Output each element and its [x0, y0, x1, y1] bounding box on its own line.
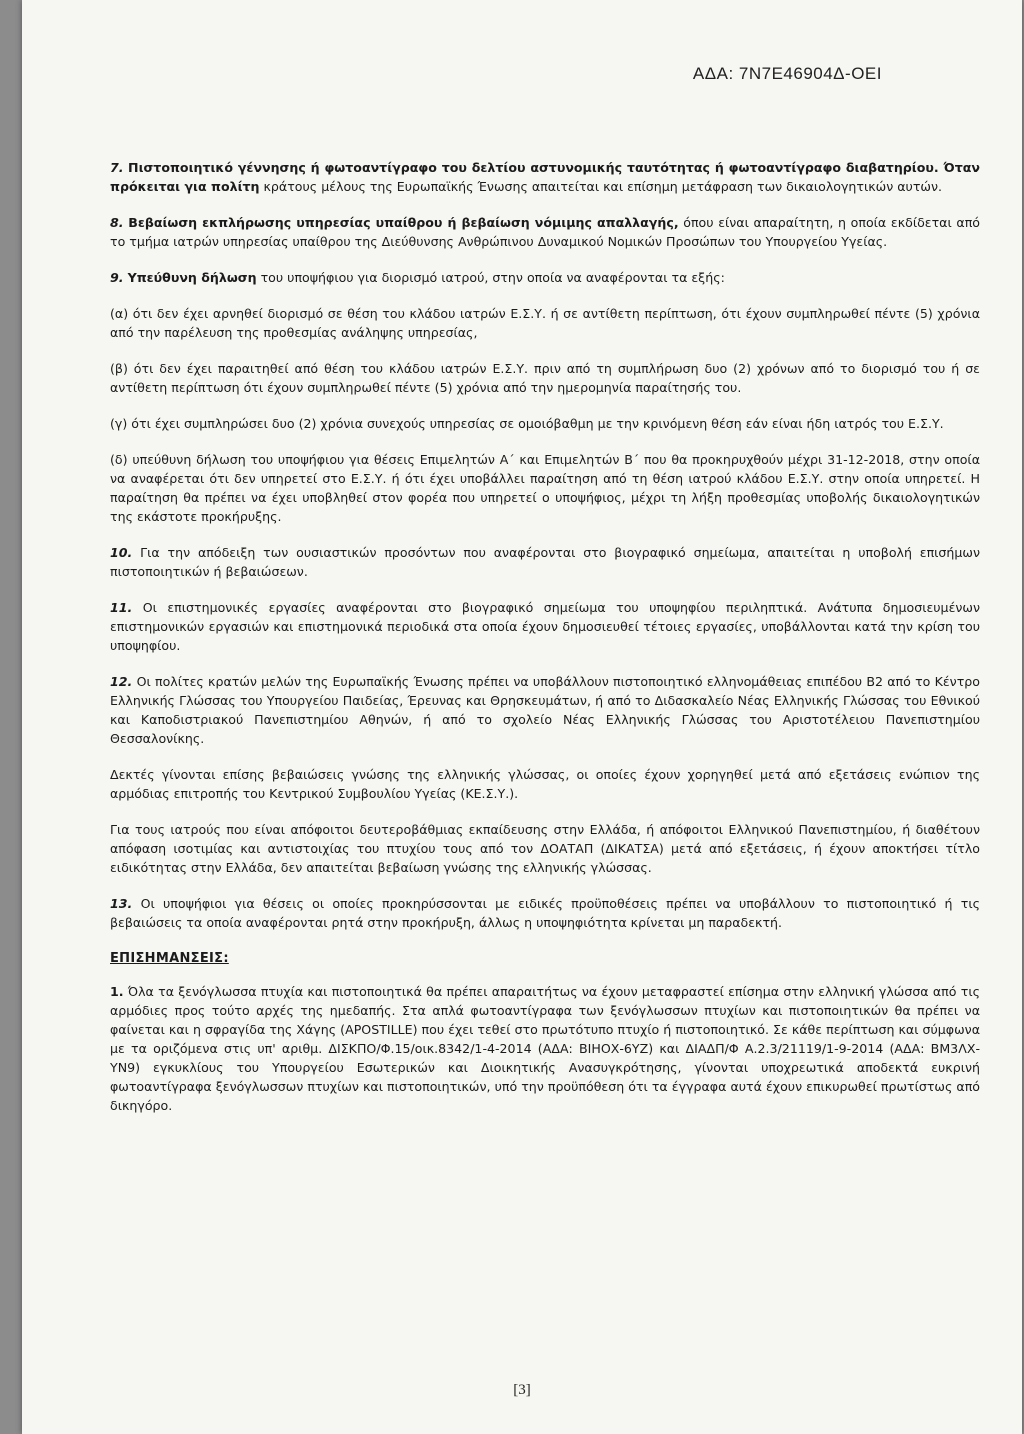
item-10: [110, 543, 980, 581]
item-13: [110, 894, 980, 932]
item-9a: (α) ότι δεν έχει αρνηθεί διορισμό σε θέση του κλάδου ιατρών Ε.Σ.Υ. ή σε αντίθετη περίπτωση, ότι έχουν συμπληρωθεί πέντε (5) χρόνια από την παρέλευση της προθεσμίας ανάληψης υπηρεσίας,: [110, 306, 980, 340]
note-text: Όλα τα ξενόγλωσσα πτυχία και πιστοποιητικά θα πρέπει απαραιτήτως να έχουν μεταφραστεί επίσημα στην ελληνική γλώσσα από τις αρμόδιες προς τούτο αρχές της ημεδαπής. Στα απλά φωτοαντίγραφα των ξενόγλωσσων πτυχίων και πιστοποιητικών θα πρέπει να φαίνεται και η σφραγίδα της Χάγης (APOSTILLE) που έχει τεθεί στο πρωτότυπο πτυχίο ή πιστοποιητικό. Σε κάθε περίπτωση και σύμφωνα με τα οριζόμενα στις υπ' αριθμ. ΔΙΣΚΠΟ/Φ.15/οικ.8342/1-4-2014 (ΑΔΑ: ΒΙΗΟΧ-6ΥΖ) και ΔΙΑΔΠ/Φ Α.2.3/21119/1-9-2014 (ΑΔΑ: ΒΜ3ΛΧ-ΥΝ9) εγκυκλίους του Υπουργείου Εσωτερικών και Διοικητικής Ανασυγκρότησης, γίνονται υποχρεωτικά αποδεκτά ευκρινή φωτοαντίγραφα ξενόγλωσσων πτυχίων και πιστοποιητικών, υπό την προϋπόθεση ότι τα έγγραφα αυτά έχουν επικυρωθεί πρωτίστως από δικηγόρο.: [110, 984, 980, 1113]
item-text: Για την απόδειξη των ουσιαστικών προσόντων που αναφέρονται στο βιογραφικό σημείωμα, απαιτείται η υποβολή επισήμων πιστοποιητικών ή βεβαιώσεων.: [110, 545, 980, 579]
item-8: [110, 213, 980, 251]
item-bold-text: Πιστοποιητικό γέννησης ή φωτοαντίγραφο του δελτίου αστυνομικής ταυτότητας ή φωτοαντίγραφο διαβατηρίου. Όταν πρόκειται για πολίτη: [110, 160, 980, 194]
item-12-accepted: Δεκτές γίνονται επίσης βεβαιώσεις γνώσης της ελληνικής γλώσσας, οι οποίες έχουν χορηγηθεί μετά από εξετάσεις ενώπιον της αρμόδιας επιτροπής του Κεντρικού Συμβουλίου Υγείας (ΚΕ.Σ.Υ.).: [110, 767, 980, 801]
document-page: [22, 0, 1022, 1434]
item-9: [110, 268, 980, 287]
notes-heading: ΕΠΙΣΗΜΑΝΣΕΙΣ:: [110, 951, 229, 966]
item-text: όπου είναι απαραίτητη, η οποία εκδίδεται από το τμήμα ιατρών υπηρεσίας υπαίθρου της Διεύθυνσης Ανθρώπινου Δυναμικού Νομικών Προσώπων του Υπουργείου Υγείας.: [110, 215, 980, 249]
item-text: Οι επιστημονικές εργασίες αναφέρονται στο βιογραφικό σημείωμα του υποψηφίου περιληπτικά. Ανάτυπα δημοσιευμένων επιστημονικών εργασιών και επιστημονικά περιοδικά στα οποία έχουν δημοσιευθεί τέτοιες εργασίες, υποβάλλονται κατά την κρίση του υποψηφίου.: [110, 600, 980, 653]
note-1: [110, 982, 980, 1115]
item-9c: (γ) ότι έχει συμπληρώσει δυο (2) χρόνια συνεχούς υπηρεσίας σε ομοιόβαθμη με την κρινόμενη θέση εάν είναι ήδη ιατρός του Ε.Σ.Υ.: [110, 416, 944, 431]
item-number: 11.: [110, 600, 133, 615]
item-bold-text: Βεβαίωση εκπλήρωσης υπηρεσίας υπαίθρου ή βεβαίωση νόμιμης απαλλαγής,: [128, 215, 679, 230]
ada-code: ΑΔΑ: 7Ν7Ε46904Δ-ΟΕΙ: [692, 64, 882, 83]
item-11: [110, 598, 980, 655]
item-number: 8.: [110, 215, 124, 230]
item-text: του υποψήφιου για διορισμό ιατρού, στην οποία να αναφέρονται τα εξής:: [256, 270, 725, 285]
page-number: [3]: [513, 1382, 531, 1398]
item-number: 13.: [110, 896, 133, 911]
item-text: κράτους μέλους της Ευρωπαϊκής Ένωσης απαιτείται και επίσημη μετάφραση των δικαιολογητικών αυτών.: [259, 179, 943, 194]
item-7: [110, 158, 980, 196]
item-9d: (δ) υπεύθυνη δήλωση του υποψήφιου για θέσεις Επιμελητών Α΄ και Επιμελητών Β΄ που θα προκηρυχθούν μέχρι 31-12-2018, στην οποία να αναφέρεται ότι δεν υπηρετεί στο Ε.Σ.Υ. ή ότι έχει υποβάλλει παραίτηση από τη θέση ιατρού κλάδου Ε.Σ.Υ. στην οποία υπηρετεί. Η παραίτηση θα πρέπει να έχει υποβληθεί στον φορέα που υπηρετεί ο υποψήφιος, μέχρι τη λήξη προθεσμίας υποβολής δικαιολογητικών της εκάστοτε προκήρυξης.: [110, 452, 980, 524]
item-text: Οι υποψήφιοι για θέσεις οι οποίες προκηρύσσονται με ειδικές προϋποθέσεις πρέπει να υποβάλλουν το πιστοποιητικό ή τις βεβαιώσεις τα οποία αναφέρονται ρητά στην προκήρυξη, άλλως η υποψηφιότητα κρίνεται μη παραδεκτή.: [110, 896, 980, 930]
item-bold-text: Υπεύθυνη δήλωση: [127, 270, 257, 285]
item-number: 9.: [110, 270, 124, 285]
item-12-exemption: Για τους ιατρούς που είναι απόφοιτοι δευτεροβάθμιας εκπαίδευσης στην Ελλάδα, ή απόφοιτοι Ελληνικού Πανεπιστημίου, ή διαθέτουν απόφαση ισοτιμίας και αντιστοιχίας του πτυχίου τους από τον ΔΟΑΤΑΠ (ΔΙΚΑΤΣΑ) μετά από εξετάσεις, ή έχουν αποκτήσει τίτλο ειδικότητας στην Ελλάδα, δεν απαιτείται βεβαίωση γνώσης της ελληνικής γλώσσας.: [110, 822, 980, 875]
document-body: [110, 158, 980, 1132]
item-number: 7.: [110, 160, 124, 175]
item-number: 10.: [110, 545, 133, 560]
item-text: Οι πολίτες κρατών μελών της Ευρωπαϊκής Ένωσης πρέπει να υποβάλλουν πιστοποιητικό ελληνομάθειας επιπέδου Β2 από το Κέντρο Ελληνικής Γλώσσας του Υπουργείου Παιδείας, Έρευνας και Θρησκευμάτων, ή από το Διδασκαλείο Νέας Ελληνικής Γλώσσας του Εθνικού και Καποδιστριακού Πανεπιστημίου Αθηνών, ή από το σχολείο Νέας Ελληνικής Γλώσσας του Αριστοτέλειου Πανεπιστημίου Θεσσαλονίκης.: [110, 674, 980, 746]
item-12: [110, 672, 980, 748]
note-number: 1.: [110, 984, 124, 999]
item-9b: (β) ότι δεν έχει παραιτηθεί από θέση του κλάδου ιατρών Ε.Σ.Υ. πριν από τη συμπλήρωση δυο (2) χρόνων από το διορισμό του ή σε αντίθετη περίπτωση ότι έχουν συμπληρωθεί πέντε (5) χρόνια από την ημερομηνία παραίτησής του.: [110, 361, 980, 395]
item-number: 12.: [110, 674, 133, 689]
